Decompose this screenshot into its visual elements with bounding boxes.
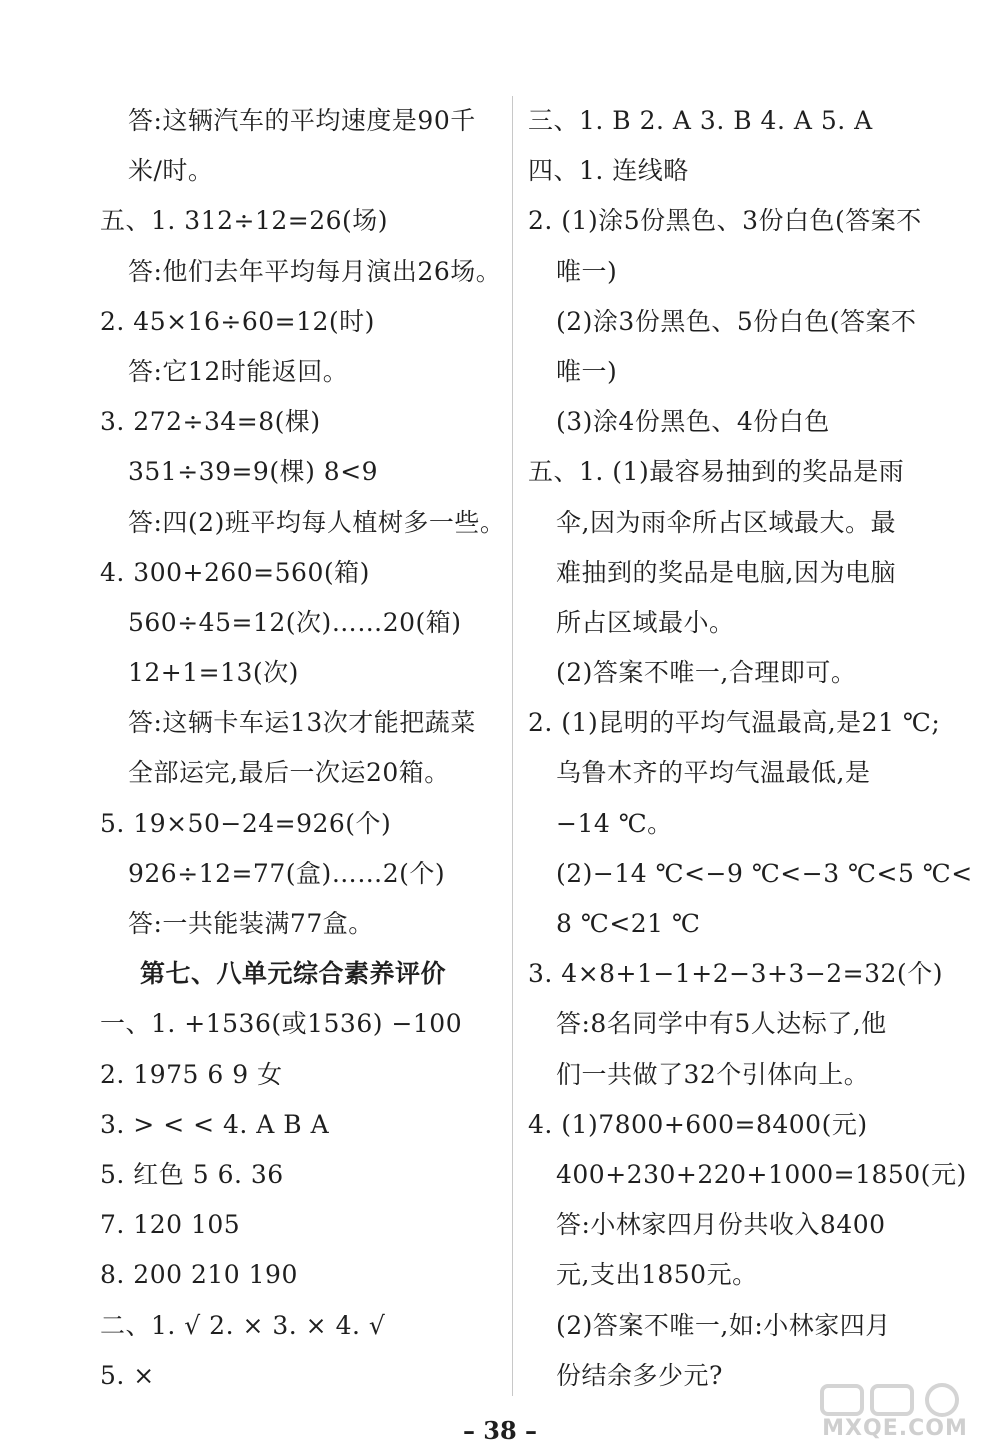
answer-line: (2)涂3份黑色、5份白色(答案不	[556, 306, 917, 336]
question-line: 五、1. (1)最容易抽到的奖品是雨	[528, 457, 905, 487]
column-divider	[512, 96, 513, 1396]
answer-line: 12+1=13(次)	[128, 658, 299, 688]
question-line: 2. 45×16÷60=12(时)	[100, 306, 375, 336]
question-line: 5. 19×50−24=926(个)	[100, 808, 392, 838]
watermark-text: MXQE.COM	[822, 1416, 968, 1441]
answer-line: 答:他们去年平均每月演出26场。	[128, 256, 502, 286]
answer-line: 所占区域最小。	[556, 607, 735, 637]
answer-line: 难抽到的奖品是电脑,因为电脑	[556, 557, 896, 587]
answer-line: 400+230+220+1000=1850(元)	[556, 1159, 967, 1189]
answer-line: 们一共做了32个引体向上。	[556, 1059, 870, 1089]
answer-line: 唯一)	[556, 356, 618, 386]
question-line: 7. 120 105	[100, 1210, 241, 1240]
answer-line: −14 ℃。	[556, 808, 673, 838]
question-line: 3. > < < 4. A B A	[100, 1109, 330, 1139]
question-line: 五、1. 312÷12=26(场)	[100, 206, 389, 236]
question-line: 四、1. 连线略	[528, 156, 689, 186]
answer-line: 伞,因为雨伞所占区域最大。最	[556, 507, 896, 537]
answer-line: 全部运完,最后一次运20箱。	[128, 758, 450, 788]
answer-line: 米/时。	[128, 156, 214, 186]
section-heading: 第七、八单元综合素养评价	[140, 959, 447, 989]
answer-line: 份结余多少元?	[556, 1360, 723, 1390]
answer-line: (2)−14 ℃<−9 ℃<−3 ℃<5 ℃<	[556, 858, 973, 888]
question-line: 2. (1)涂5份黑色、3份白色(答案不	[528, 206, 922, 236]
answer-line: (3)涂4份黑色、4份白色	[556, 407, 830, 437]
answer-line: 答:8名同学中有5人达标了,他	[556, 1009, 887, 1039]
question-line: 一、1. +1536(或1536) −100	[100, 1009, 463, 1039]
page-number: – 38 –	[462, 1416, 538, 1445]
answer-line: (2)答案不唯一,如:小林家四月	[556, 1310, 891, 1340]
answer-line: 元,支出1850元。	[556, 1260, 758, 1290]
question-line: 5. ×	[100, 1360, 155, 1390]
left-column	[100, 96, 506, 1401]
answer-line: 答:这辆汽车的平均速度是90千	[128, 106, 476, 135]
answer-line: 答:它12时能返回。	[128, 356, 349, 386]
answer-line: 926÷12=77(盒)……2(个)	[128, 858, 446, 888]
answer-line: 唯一)	[556, 256, 618, 286]
right-column	[528, 96, 973, 1401]
question-line: 二、1. √ 2. × 3. × 4. √	[100, 1310, 386, 1340]
question-line: 2. (1)昆明的平均气温最高,是21 ℃;	[528, 708, 941, 738]
answer-line: 560÷45=12(次)……20(箱)	[128, 607, 462, 637]
watermark-logo-icon	[820, 1382, 970, 1418]
answer-line: 乌鲁木齐的平均气温最低,是	[556, 758, 871, 788]
question-line: 4. (1)7800+600=8400(元)	[528, 1109, 868, 1139]
answer-line: 351÷39=9(棵) 8<9	[128, 457, 379, 487]
question-line: 三、1. B 2. A 3. B 4. A 5. A	[528, 106, 873, 135]
question-line: 5. 红色 5 6. 36	[100, 1159, 284, 1189]
answer-line: (2)答案不唯一,合理即可。	[556, 658, 857, 688]
answer-line: 答:一共能装满77盒。	[128, 909, 374, 938]
question-line: 3. 272÷34=8(棵)	[100, 407, 321, 437]
question-line: 8. 200 210 190	[100, 1260, 298, 1290]
watermark	[800, 1382, 990, 1446]
answer-line: 8 ℃<21 ℃	[556, 909, 701, 938]
answer-line: 答:小林家四月份共收入8400	[556, 1210, 886, 1240]
question-line: 4. 300+260=560(箱)	[100, 557, 370, 587]
question-line: 2. 1975 6 9 女	[100, 1059, 283, 1089]
answer-line: 答:这辆卡车运13次才能把蔬菜	[128, 708, 476, 738]
question-line: 3. 4×8+1−1+2−3+3−2=32(个)	[528, 959, 943, 989]
answer-line: 答:四(2)班平均每人植树多一些。	[128, 507, 506, 537]
